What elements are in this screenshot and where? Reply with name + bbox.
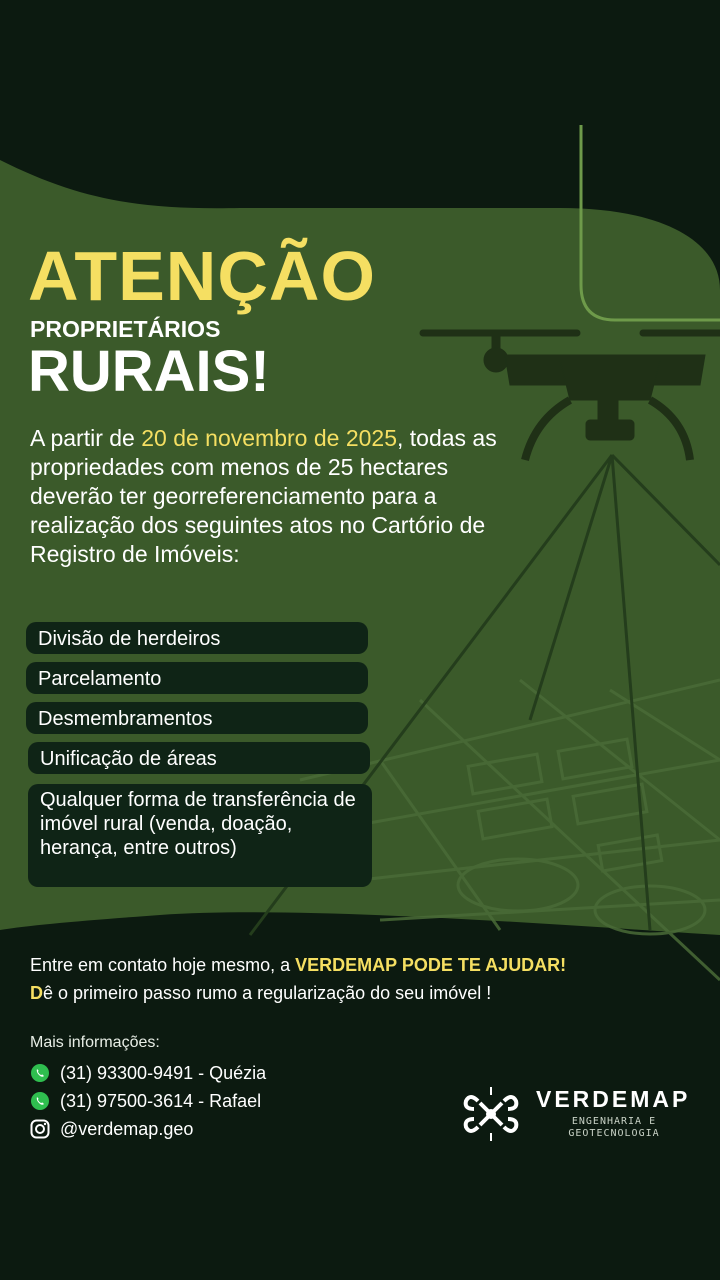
contact-phone-1-text: (31) 93300-9491 - Quézia	[60, 1063, 267, 1083]
list-item-transferencia: Qualquer forma de transferência de imóvel rural (venda, doação, herança, entre outros)	[28, 784, 372, 887]
intro-date: 20 de novembro de 2025	[141, 425, 397, 451]
headline-subtitle-2: RURAIS!	[28, 339, 270, 404]
brand-name: VERDEMAP	[536, 1086, 691, 1112]
contact-phone-2-text: (31) 97500-3614 - Rafael	[60, 1091, 262, 1111]
intro-rest: , todas as propriedades com menos de 25 hectares deverão ter georreferenciamento para a realização dos seguintes atos no Cartório de Registro de Imóveis:	[30, 425, 497, 567]
contact-instagram[interactable]	[30, 1118, 193, 1140]
contact-phone-1[interactable]	[30, 1062, 266, 1084]
intro-prefix: A partir de	[30, 425, 142, 451]
list-item-unificacao: Unificação de áreas	[28, 742, 370, 774]
cta-line-1	[30, 953, 566, 977]
contact-instagram-text: @verdemap.geo	[60, 1119, 194, 1139]
list-item-desmembramentos: Desmembramentos	[26, 702, 368, 734]
whatsapp-icon	[30, 1063, 50, 1083]
headline-subtitle: PROPRIETÁRIOS	[30, 316, 221, 342]
verdemap-logo-icon	[462, 1085, 520, 1143]
whatsapp-icon	[30, 1091, 50, 1111]
cta-highlight: VERDEMAP PODE TE AJUDAR!	[295, 955, 567, 975]
cta-prefix: Entre em contato hoje mesmo, a	[30, 955, 296, 975]
contacts-label: Mais informações:	[30, 1034, 160, 1051]
contact-phone-2[interactable]	[30, 1090, 261, 1112]
intro-paragraph	[30, 424, 520, 569]
brand-tagline: ENGENHARIA E GEOTECNOLOGIA	[568, 1116, 660, 1139]
cta-rest: ê o primeiro passo rumo a regularização do seu imóvel !	[43, 983, 492, 1003]
cta-line-2	[30, 981, 491, 1005]
list-item-divisao: Divisão de herdeiros	[26, 622, 368, 654]
cta-initial: D	[30, 983, 43, 1003]
instagram-icon	[30, 1119, 50, 1139]
headline-title: ATENÇÃO	[28, 237, 376, 315]
list-item-parcelamento: Parcelamento	[26, 662, 368, 694]
